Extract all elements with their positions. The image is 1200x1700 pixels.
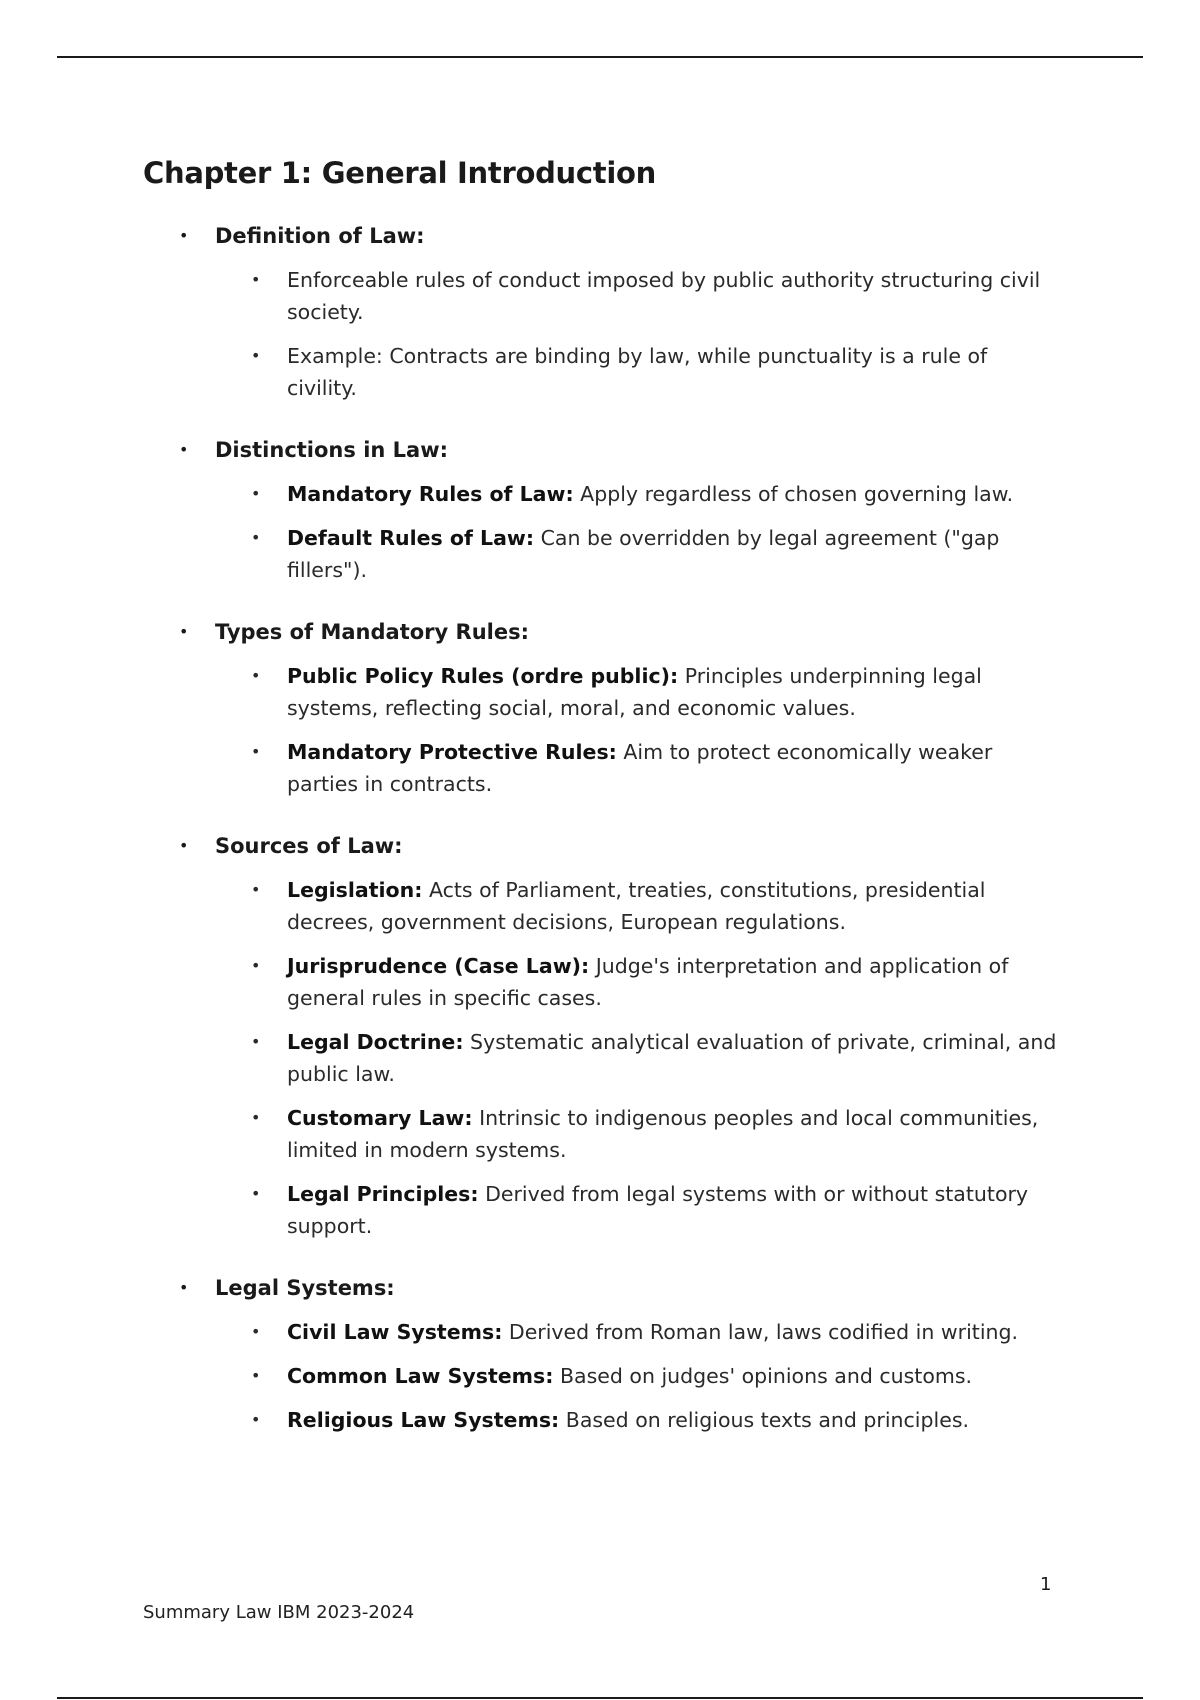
item-label: Mandatory Protective Rules:: [287, 740, 617, 764]
bullet-icon: •: [179, 836, 189, 855]
item-label: Public Policy Rules (ordre public):: [287, 664, 679, 688]
section-title: Distinctions in Law:: [215, 438, 448, 462]
list-item: [215, 660, 1063, 724]
list-item: [215, 478, 1063, 510]
bullet-icon: •: [179, 226, 189, 245]
bullet-icon: •: [179, 440, 189, 459]
item-text: Derived from Roman law, laws codified in writing.: [502, 1320, 1019, 1344]
item-label: Legal Principles:: [287, 1182, 479, 1206]
item-list: [215, 1316, 1063, 1436]
section-title: Sources of Law:: [215, 834, 403, 858]
item-list: [215, 264, 1063, 404]
item-text: Judge's interpretation and application of general rules in specific cases.: [287, 954, 1009, 1010]
item-label: Religious Law Systems:: [287, 1408, 560, 1432]
section-title: Legal Systems:: [215, 1276, 395, 1300]
item-label: Common Law Systems:: [287, 1364, 554, 1388]
list-item: [215, 1178, 1063, 1242]
section-title: Types of Mandatory Rules:: [215, 620, 529, 644]
item-label: Legal Doctrine:: [287, 1030, 464, 1054]
item-text: Apply regardless of chosen governing law.: [573, 482, 1014, 506]
item-list: [215, 874, 1063, 1242]
bullet-icon: •: [251, 1366, 261, 1385]
bullet-icon: •: [251, 1410, 261, 1429]
item-label: Legislation:: [287, 878, 423, 902]
list-item: [215, 1102, 1063, 1166]
item-text: Acts of Parliament, treaties, constitutions, presidential decrees, government decisions, European regulations.: [287, 878, 986, 934]
bullet-icon: •: [251, 956, 261, 975]
list-item: [215, 1404, 1063, 1436]
list-item: [215, 522, 1063, 586]
list-item: [215, 264, 1063, 328]
bullet-icon: •: [251, 880, 261, 899]
item-text: Principles underpinning legal systems, reflecting social, moral, and economic values.: [287, 664, 982, 720]
item-text: Can be overridden by legal agreement ("gap fillers").: [287, 526, 1000, 582]
bullet-icon: •: [251, 346, 261, 365]
section-item: [143, 828, 1063, 1242]
item-text: Based on judges' opinions and customs.: [553, 1364, 973, 1388]
bullet-icon: •: [251, 666, 261, 685]
item-text: Example: Contracts are binding by law, while punctuality is a rule of civility.: [287, 344, 988, 400]
item-text: Enforceable rules of conduct imposed by public authority structuring civil society.: [287, 268, 1041, 324]
list-item: [215, 1360, 1063, 1392]
bullet-icon: •: [251, 1108, 261, 1127]
section-item: [143, 614, 1063, 800]
section-item: [143, 1270, 1063, 1436]
bullet-icon: •: [251, 742, 261, 761]
item-text: Systematic analytical evaluation of private, criminal, and public law.: [287, 1030, 1057, 1086]
section-title: Definition of Law:: [215, 224, 425, 248]
bullet-icon: •: [251, 1032, 261, 1051]
header-rule: [57, 56, 1143, 58]
chapter-title: Chapter 1: General Introduction: [143, 156, 656, 190]
list-item: [215, 950, 1063, 1014]
list-item: [215, 1316, 1063, 1348]
item-label: Jurisprudence (Case Law):: [287, 954, 590, 978]
bullet-icon: •: [251, 484, 261, 503]
item-text: Derived from legal systems with or without statutory support.: [287, 1182, 1029, 1238]
list-item: [215, 874, 1063, 938]
bullet-icon: •: [251, 1322, 261, 1341]
bullet-icon: •: [251, 270, 261, 289]
footer-text: Summary Law IBM 2023-2024: [143, 1602, 415, 1623]
item-label: Mandatory Rules of Law:: [287, 482, 574, 506]
item-list: [215, 478, 1063, 586]
item-label: Customary Law:: [287, 1106, 473, 1130]
section-list: [143, 218, 1063, 1436]
bullet-icon: •: [179, 622, 189, 641]
bullet-icon: •: [251, 1184, 261, 1203]
bullet-icon: •: [251, 528, 261, 547]
section-item: [143, 218, 1063, 404]
list-item: [215, 1026, 1063, 1090]
list-item: [215, 736, 1063, 800]
page-content: [143, 152, 1063, 1464]
bullet-icon: •: [179, 1278, 189, 1297]
item-text: Based on religious texts and principles.: [559, 1408, 970, 1432]
item-label: Civil Law Systems:: [287, 1320, 503, 1344]
item-label: Default Rules of Law:: [287, 526, 535, 550]
footer-rule: [57, 1697, 1143, 1699]
section-item: [143, 432, 1063, 586]
item-text: Intrinsic to indigenous peoples and local communities, limited in modern systems.: [287, 1106, 1039, 1162]
list-item: [215, 340, 1063, 404]
page-number: 1: [1040, 1574, 1052, 1595]
item-list: [215, 660, 1063, 800]
item-text: Aim to protect economically weaker parties in contracts.: [287, 740, 993, 796]
